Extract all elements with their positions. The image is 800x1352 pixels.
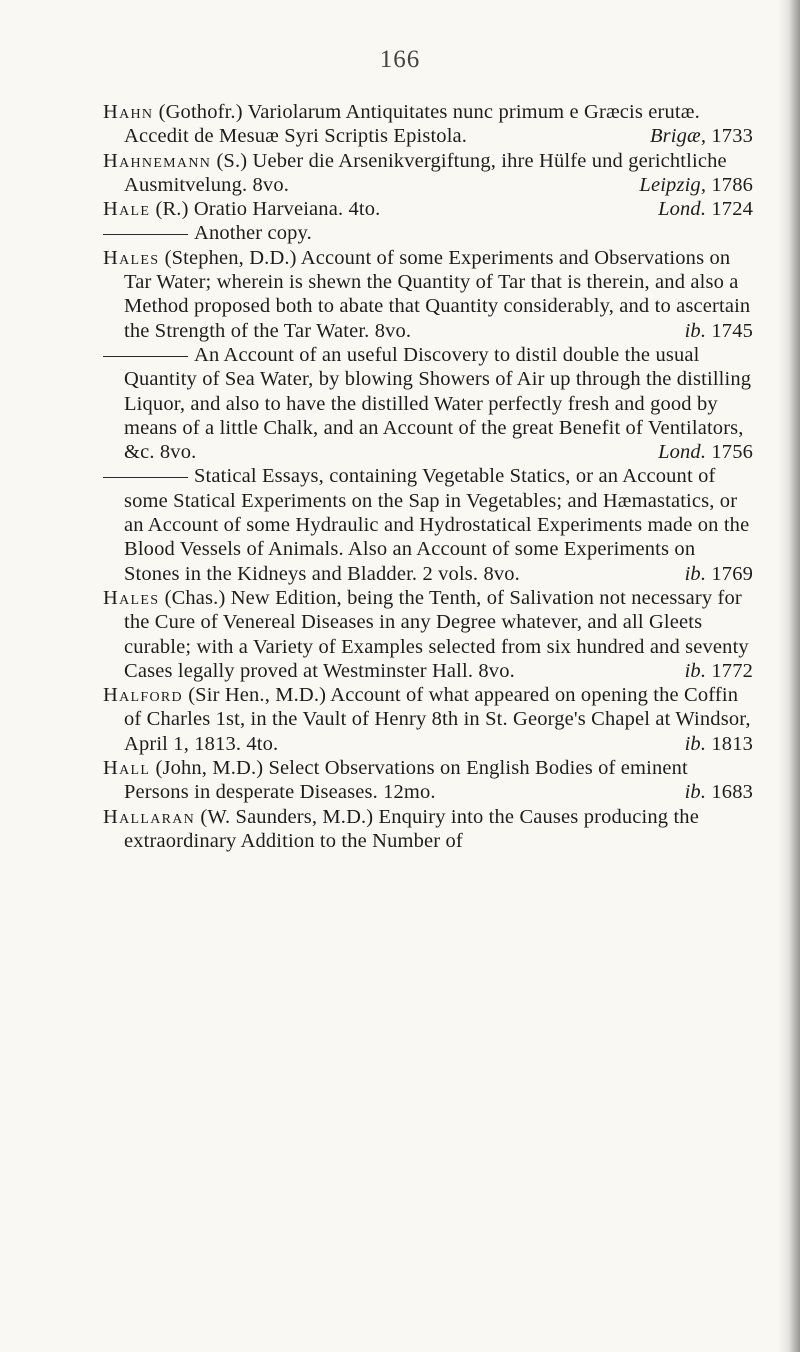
entry-imprint [658, 440, 753, 464]
catalogue-entry [103, 149, 753, 198]
imprint-year: 1786 [711, 173, 753, 196]
entry-author: Hales [103, 586, 160, 609]
imprint-year: 1772 [711, 659, 753, 682]
imprint-place: ib. [684, 732, 707, 755]
imprint-year: 1724 [711, 198, 753, 221]
entry-imprint [685, 319, 753, 343]
imprint-place: Brigæ, [649, 125, 707, 148]
entry-description: An Account of an useful Discovery to distil double the usual Quantity of Sea Water, by blowing Showers of Air up through the distilling Liquor, and also to have the distilled Water perfectly fresh and good by means of a little Chalk, and an Account of the great Benefit of Ventilators, &c. 8vo. [124, 343, 752, 464]
catalogue-entry [103, 221, 753, 245]
entry-imprint [685, 780, 753, 804]
imprint-place: Leipzig, [639, 173, 707, 196]
entry-imprint [639, 173, 753, 197]
imprint-place: ib. [684, 319, 707, 342]
catalogue-entry [103, 683, 753, 756]
entry-author: Hahn [103, 101, 154, 123]
catalogue-entry [103, 100, 753, 149]
entry-description: (Gothofr.) Variolarum Antiquitates nunc primum e Græcis erutæ. Accedit de Mesuæ Syri Scriptis Epistola. [124, 101, 700, 148]
imprint-place: ib. [684, 781, 707, 804]
catalogue-entry [103, 756, 753, 805]
entry-description: (W. Saunders, M.D.) Enquiry into the Causes producing the extraordinary Addition to the Number of [124, 805, 699, 852]
catalogue-entry [103, 805, 753, 854]
imprint-place: ib. [684, 659, 707, 682]
catalogue-entry [103, 464, 753, 585]
entry-description: (John, M.D.) Select Observations on English Bodies of eminent Persons in desperate Diseases. 12mo. [124, 757, 688, 804]
page-edge-shadow [778, 0, 800, 1352]
entry-author: Hahnemann [103, 149, 212, 172]
entry-list [103, 100, 753, 853]
entry-imprint [685, 732, 753, 756]
entry-imprint [685, 659, 753, 683]
imprint-place: Lond. [658, 441, 707, 464]
entry-imprint [650, 124, 753, 148]
imprint-year: 1813 [711, 732, 753, 755]
entry-description: (Sir Hen., M.D.) Account of what appeared on opening the Coffin of Charles 1st, in the Vault of Henry 8th in St. George's Chapel at Windsor, April 1, 1813. 4to. [124, 684, 751, 755]
catalogue-entry [103, 197, 753, 221]
catalogue-entry [103, 343, 753, 464]
imprint-year: 1683 [711, 781, 753, 804]
entry-description: Another copy. [194, 222, 312, 245]
ditto-dash [103, 356, 188, 357]
entry-author: Hall [103, 757, 151, 780]
catalogue-entry [103, 586, 753, 683]
entry-description: (Stephen, D.D.) Account of some Experiments and Observations on Tar Water; wherein is shewn the Quantity of Tar that is therein, and also a Method proposed both to abate that Quantity considerably, and to ascertain the Strength of the Tar Water. 8vo. [124, 246, 751, 342]
entry-author: Hales [103, 246, 160, 269]
entry-imprint [658, 197, 753, 221]
entry-description: (S.) Ueber die Arsenikvergiftung, ihre Hülfe und gerichtliche Ausmitvelung. 8vo. [124, 149, 727, 196]
entry-description: (R.) Oratio Harveiana. 4to. [150, 198, 381, 221]
ditto-dash [103, 234, 188, 235]
imprint-year: 1733 [711, 125, 753, 148]
entry-description: Statical Essays, containing Vegetable Statics, or an Account of some Statical Experiments on the Sap in Vegetables; and Hæmastatics, or an Account of some Hydraulic and Hydrostatical Experiments made on the Blood Vessels of Animals. Also an Account of some Experiments on Stones in the Kidneys and Bladder. 2 vols. 8vo. [124, 465, 750, 585]
entry-description: (Chas.) New Edition, being the Tenth, of Salivation not necessary for the Cure of Venereal Diseases in any Degree whatever, and all Gleets curable; with a Variety of Examples selected from six hundred and seventy Cases legally proved at Westminster Hall. 8vo. [124, 586, 749, 682]
imprint-year: 1745 [711, 319, 753, 342]
entry-imprint [685, 562, 753, 586]
imprint-year: 1769 [711, 562, 753, 585]
catalogue-entry [103, 246, 753, 343]
entry-author: Halford [103, 684, 183, 707]
imprint-place: ib. [684, 562, 707, 585]
entry-author: Hale [103, 198, 151, 221]
imprint-place: Lond. [658, 198, 707, 221]
imprint-year: 1756 [711, 441, 753, 464]
entry-author: Hallaran [103, 805, 196, 828]
page-number: 166 [379, 46, 421, 73]
ditto-dash [103, 477, 188, 478]
